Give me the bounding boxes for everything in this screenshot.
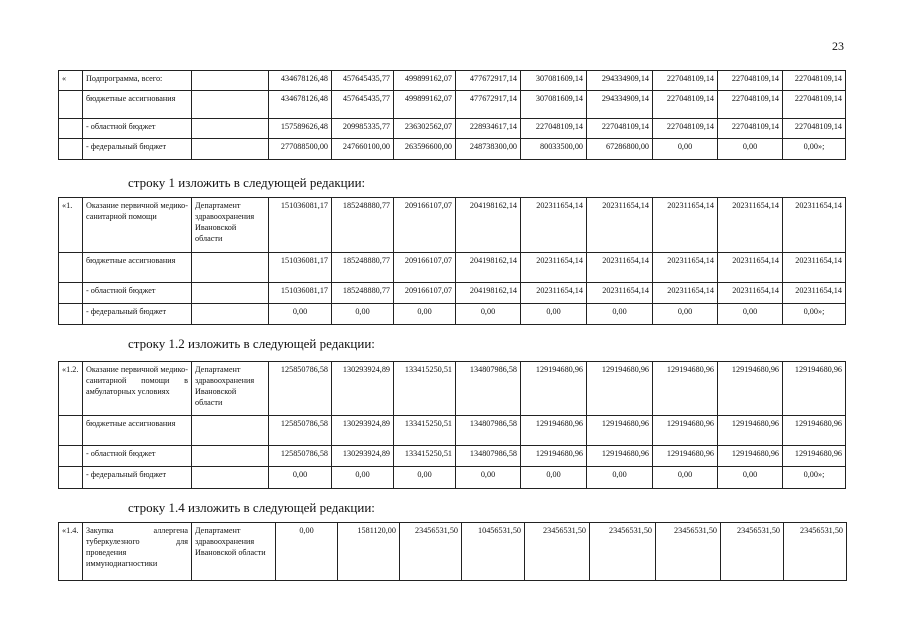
executor-cell: [192, 304, 269, 325]
value-cell: 202311654,14: [587, 198, 653, 253]
value-cell: 0,00: [332, 467, 394, 489]
value-cell: 0,00: [276, 523, 338, 581]
table-row: [59, 416, 846, 446]
value-cell: 134807986,58: [456, 362, 521, 416]
value-cell: 227048109,14: [653, 71, 718, 91]
row-name-cell: бюджетные ассигнования: [83, 91, 192, 119]
executor-cell: [192, 139, 269, 160]
value-cell: 133415250,51: [394, 446, 456, 467]
value-cell: 227048109,14: [587, 119, 653, 139]
value-cell: 247660100,00: [332, 139, 394, 160]
value-cell: 0,00: [587, 467, 653, 489]
value-cell: 129194680,96: [587, 362, 653, 416]
value-cell: 151036081,17: [269, 198, 332, 253]
value-cell: 307081609,14: [521, 71, 587, 91]
value-cell: 209985335,77: [332, 119, 394, 139]
value-cell: 23456531,50: [525, 523, 590, 581]
executor-cell: Департамент здравоохранения Ивановской области: [192, 362, 269, 416]
row-code-cell: «1.2.: [59, 362, 83, 416]
value-cell: 0,00: [456, 467, 521, 489]
value-cell: 0,00: [269, 467, 332, 489]
value-cell: 80033500,00: [521, 139, 587, 160]
value-cell: 185248880,77: [332, 283, 394, 304]
value-cell: 202311654,14: [783, 253, 846, 283]
executor-cell: [192, 416, 269, 446]
value-cell: 204198162,14: [456, 283, 521, 304]
row-name-cell: - областной бюджет: [83, 119, 192, 139]
row-code-cell: «1.: [59, 198, 83, 253]
executor-cell: [192, 283, 269, 304]
table-row: [59, 71, 846, 91]
row-code-cell: [59, 416, 83, 446]
value-cell: 129194680,96: [653, 362, 718, 416]
row-name-cell: - федеральный бюджет: [83, 304, 192, 325]
row-code-cell: [59, 304, 83, 325]
value-cell: 133415250,51: [394, 362, 456, 416]
executor-cell: [192, 446, 269, 467]
table-row: [59, 139, 846, 160]
row-name-cell: - областной бюджет: [83, 446, 192, 467]
executor-cell: [192, 467, 269, 489]
value-cell: 202311654,14: [653, 283, 718, 304]
section-heading: строку 1 изложить в следующей редакции:: [128, 175, 366, 190]
value-cell: 130293924,89: [332, 362, 394, 416]
value-cell: 202311654,14: [718, 283, 783, 304]
value-cell: 125850786,58: [269, 362, 332, 416]
row-code-cell: «: [59, 71, 83, 91]
value-cell: 477672917,14: [456, 71, 521, 91]
value-cell: 0,00»;: [783, 139, 846, 160]
value-cell: 129194680,96: [783, 416, 846, 446]
value-cell: 202311654,14: [521, 253, 587, 283]
executor-cell: [192, 119, 269, 139]
value-cell: 151036081,17: [269, 253, 332, 283]
value-cell: 227048109,14: [718, 71, 783, 91]
row-name-cell: Оказание первичной медико-санитарной помощи: [83, 198, 192, 253]
value-cell: 134807986,58: [456, 416, 521, 446]
table-row: [59, 253, 846, 283]
value-cell: 0,00: [332, 304, 394, 325]
section-heading: строку 1.4 изложить в следующей редакции:: [128, 500, 375, 515]
value-cell: 227048109,14: [718, 119, 783, 139]
value-cell: 125850786,58: [269, 446, 332, 467]
table-row: [59, 362, 846, 416]
row-name-cell: бюджетные ассигнования: [83, 416, 192, 446]
table-row: [59, 198, 846, 253]
value-cell: 263596600,00: [394, 139, 456, 160]
budget-table: [58, 197, 846, 325]
value-cell: 134807986,58: [456, 446, 521, 467]
value-cell: 209166107,07: [394, 253, 456, 283]
value-cell: 1581120,00: [338, 523, 400, 581]
value-cell: 129194680,96: [521, 416, 587, 446]
value-cell: 23456531,50: [784, 523, 847, 581]
value-cell: 129194680,96: [521, 446, 587, 467]
section-heading: строку 1.2 изложить в следующей редакции:: [128, 336, 375, 351]
table-row: [59, 304, 846, 325]
value-cell: 129194680,96: [783, 446, 846, 467]
value-cell: 248738300,00: [456, 139, 521, 160]
row-name-cell: Подпрограмма, всего:: [83, 71, 192, 91]
value-cell: 130293924,89: [332, 416, 394, 446]
value-cell: 0,00: [394, 304, 456, 325]
value-cell: 0,00: [521, 467, 587, 489]
row-code-cell: [59, 139, 83, 160]
value-cell: 202311654,14: [587, 283, 653, 304]
value-cell: 457645435,77: [332, 91, 394, 119]
value-cell: 129194680,96: [783, 362, 846, 416]
value-cell: 0,00: [653, 304, 718, 325]
value-cell: 434678126,48: [269, 91, 332, 119]
value-cell: 202311654,14: [653, 198, 718, 253]
value-cell: 227048109,14: [783, 71, 846, 91]
row-code-cell: [59, 253, 83, 283]
value-cell: 0,00: [653, 467, 718, 489]
table-row: [59, 283, 846, 304]
value-cell: 0,00: [718, 304, 783, 325]
value-cell: 0,00»;: [783, 304, 846, 325]
value-cell: 457645435,77: [332, 71, 394, 91]
table-row: [59, 91, 846, 119]
value-cell: 129194680,96: [718, 362, 783, 416]
value-cell: 202311654,14: [521, 283, 587, 304]
budget-table: [58, 361, 846, 489]
value-cell: 185248880,77: [332, 198, 394, 253]
value-cell: 129194680,96: [587, 416, 653, 446]
value-cell: 0,00: [456, 304, 521, 325]
value-cell: 130293924,89: [332, 446, 394, 467]
row-code-cell: [59, 91, 83, 119]
table-row: [59, 467, 846, 489]
executor-cell: Департамент здравоохранения Ивановской области: [192, 523, 276, 581]
value-cell: 23456531,50: [721, 523, 784, 581]
value-cell: 23456531,50: [656, 523, 721, 581]
executor-cell: [192, 253, 269, 283]
value-cell: 294334909,14: [587, 71, 653, 91]
value-cell: 129194680,96: [521, 362, 587, 416]
table-row: [59, 446, 846, 467]
value-cell: 202311654,14: [718, 253, 783, 283]
value-cell: 133415250,51: [394, 416, 456, 446]
value-cell: 227048109,14: [521, 119, 587, 139]
value-cell: 499899162,07: [394, 71, 456, 91]
value-cell: 202311654,14: [653, 253, 718, 283]
row-name-cell: - федеральный бюджет: [83, 139, 192, 160]
value-cell: 0,00: [653, 139, 718, 160]
value-cell: 10456531,50: [462, 523, 525, 581]
row-name-cell: - областной бюджет: [83, 283, 192, 304]
row-code-cell: «1.4.: [59, 523, 83, 581]
value-cell: 185248880,77: [332, 253, 394, 283]
value-cell: 227048109,14: [653, 119, 718, 139]
value-cell: 0,00: [718, 139, 783, 160]
value-cell: 0,00: [587, 304, 653, 325]
value-cell: 204198162,14: [456, 253, 521, 283]
value-cell: 227048109,14: [783, 91, 846, 119]
value-cell: 129194680,96: [653, 416, 718, 446]
value-cell: 0,00: [269, 304, 332, 325]
value-cell: 202311654,14: [783, 198, 846, 253]
budget-table: [58, 522, 847, 581]
row-name-cell: бюджетные ассигнования: [83, 253, 192, 283]
value-cell: 202311654,14: [718, 198, 783, 253]
value-cell: 129194680,96: [653, 446, 718, 467]
value-cell: 0,00: [718, 467, 783, 489]
value-cell: 434678126,48: [269, 71, 332, 91]
value-cell: 202311654,14: [783, 283, 846, 304]
executor-cell: Департамент здравоохранения Ивановской области: [192, 198, 269, 253]
value-cell: 294334909,14: [587, 91, 653, 119]
value-cell: 228934617,14: [456, 119, 521, 139]
value-cell: 157589626,48: [269, 119, 332, 139]
value-cell: 129194680,96: [718, 446, 783, 467]
value-cell: 23456531,50: [590, 523, 656, 581]
row-code-cell: [59, 119, 83, 139]
value-cell: 227048109,14: [783, 119, 846, 139]
value-cell: 0,00: [394, 467, 456, 489]
value-cell: 129194680,96: [718, 416, 783, 446]
value-cell: 125850786,58: [269, 416, 332, 446]
value-cell: 227048109,14: [653, 91, 718, 119]
page-number: 23: [832, 39, 844, 53]
value-cell: 202311654,14: [521, 198, 587, 253]
value-cell: 277088500,00: [269, 139, 332, 160]
table-row: [59, 119, 846, 139]
row-code-cell: [59, 467, 83, 489]
value-cell: 307081609,14: [521, 91, 587, 119]
table-row: [59, 523, 847, 581]
value-cell: 209166107,07: [394, 283, 456, 304]
value-cell: 236302562,07: [394, 119, 456, 139]
value-cell: 227048109,14: [718, 91, 783, 119]
value-cell: 499899162,07: [394, 91, 456, 119]
executor-cell: [192, 91, 269, 119]
value-cell: 67286800,00: [587, 139, 653, 160]
row-name-cell: - федеральный бюджет: [83, 467, 192, 489]
row-name-cell: Оказание первичной медико-санитарной помощи в амбулаторных условиях: [83, 362, 192, 416]
value-cell: 0,00: [521, 304, 587, 325]
value-cell: 204198162,14: [456, 198, 521, 253]
executor-cell: [192, 71, 269, 91]
value-cell: 202311654,14: [587, 253, 653, 283]
value-cell: 0,00»;: [783, 467, 846, 489]
value-cell: 477672917,14: [456, 91, 521, 119]
value-cell: 23456531,50: [400, 523, 462, 581]
row-name-cell: Закупка аллергена туберкулезного для проведения иммунодиагностики: [83, 523, 192, 581]
row-code-cell: [59, 283, 83, 304]
value-cell: 129194680,96: [587, 446, 653, 467]
row-code-cell: [59, 446, 83, 467]
value-cell: 151036081,17: [269, 283, 332, 304]
budget-table: [58, 70, 846, 160]
value-cell: 209166107,07: [394, 198, 456, 253]
